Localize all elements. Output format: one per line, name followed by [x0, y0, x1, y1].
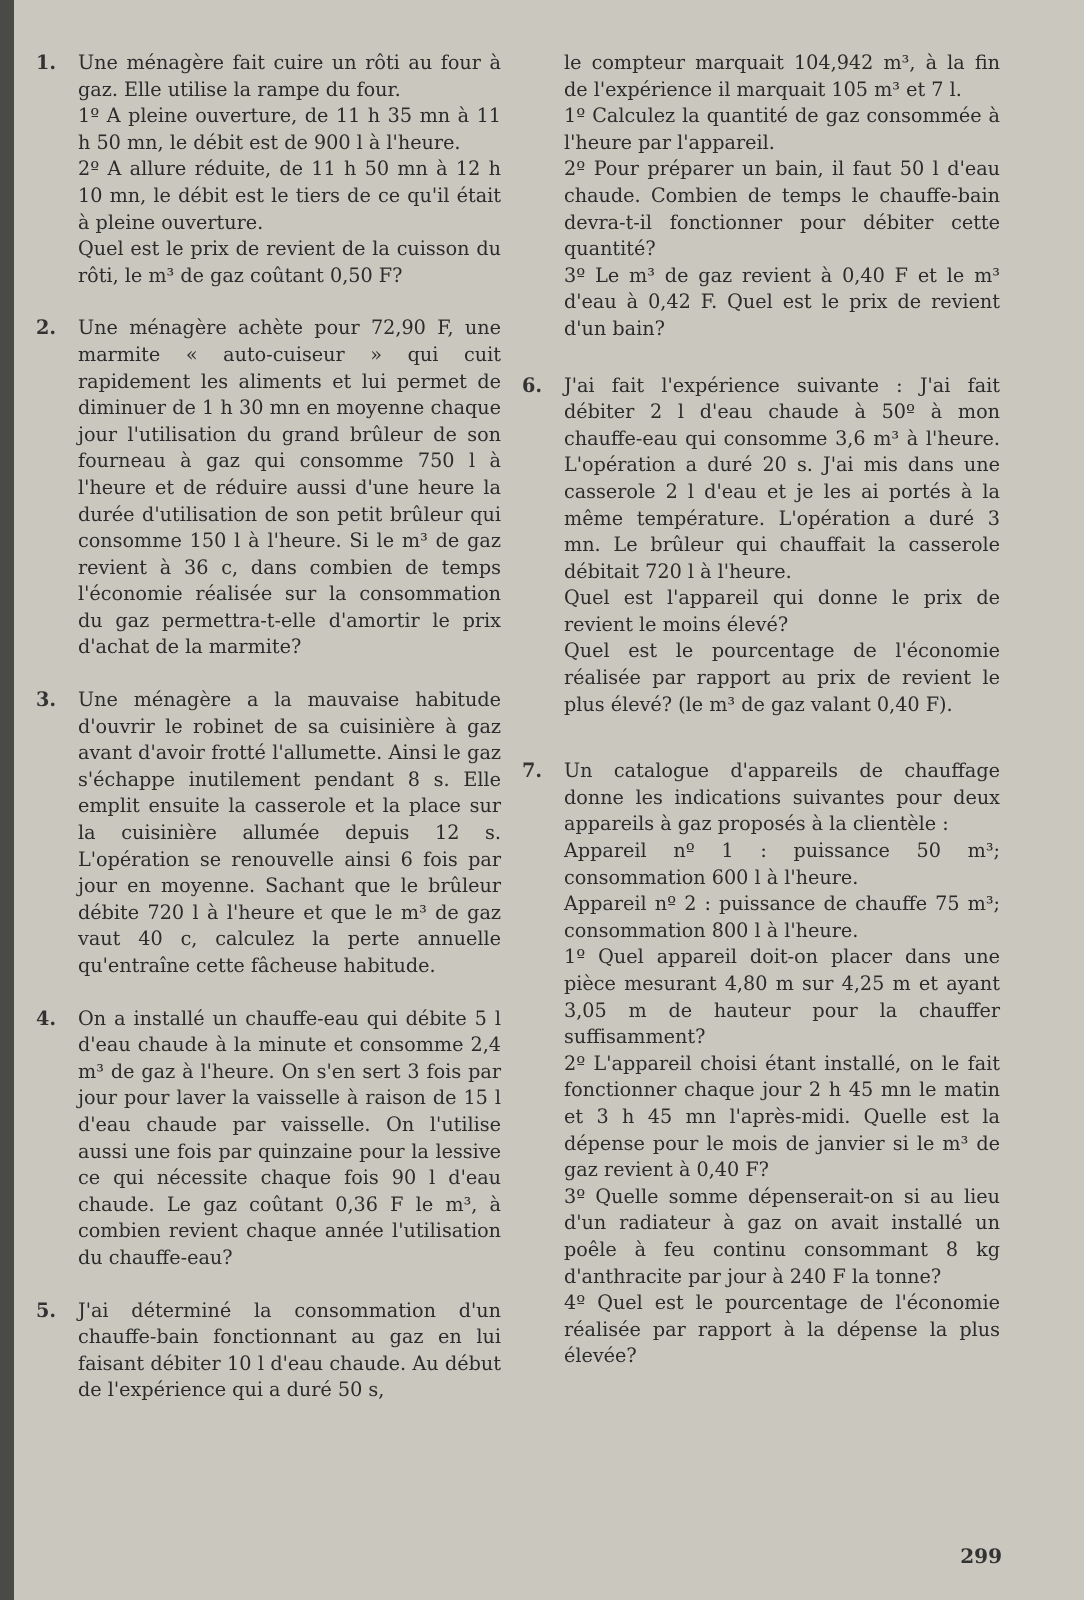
exercise-number: 2.	[36, 316, 57, 340]
exercise-text: J'ai fait l'expérience suivante : J'ai fait débiter 2 l d'eau chaude à 50º à mon chauffe-eau qui consomme 3,6 m³ à l'heure. L'opération a duré 20 s. J'ai mis dans une casserole 2 l d'eau et je les ai portés à la même température. L'opération a duré 3 mn. Le brûleur qui chauffait la casserole débitait 720 l à l'heure.	[564, 373, 1000, 583]
exercise-4	[36, 1006, 501, 1272]
book-page	[14, 0, 1084, 1600]
exercise-text: 1º Quel appareil doit-on placer dans une pièce mesurant 4,80 m sur 4,25 m et ayant 3,05 m de hauteur pour la chauffer suffisamment?	[564, 945, 1000, 1049]
exercise-text: Quel est le pourcentage de l'économie réalisée par rapport au prix de revient le plus élevé? (le m³ de gaz valant 0,40 F).	[564, 639, 1000, 716]
exercise-text: Quel est le prix de revient de la cuisson du rôti, le m³ de gaz coûtant 0,50 F?	[78, 237, 501, 287]
exercise-text: Une ménagère achète pour 72,90 F, une marmite « auto-cuiseur » qui cuit rapidement les aliments et lui permet de diminuer de 1 h 30 mn en moyenne chaque jour l'utilisation du grand brûleur de son fourneau à gaz qui consomme 750 l à l'heure et de réduire aussi d'une heure la durée d'utilisation de son petit brûleur qui consomme 150 l à l'heure. Si le m³ de gaz revient à 36 c, dans combien de temps l'économie réalisée sur la consommation du gaz permettra-t-elle d'amortir le prix d'achat de la marmite?	[78, 316, 501, 659]
exercise-text: 3º Le m³ de gaz revient à 0,40 F et le m³ d'eau à 0,42 F. Quel est le prix de revient d'un bain?	[564, 263, 1000, 340]
exercise-number: 3.	[36, 688, 57, 712]
exercise-text: Une ménagère fait cuire un rôti au four à gaz. Elle utilise la rampe du four.	[78, 51, 501, 101]
exercise-text: Une ménagère a la mauvaise habitude d'ouvrir le robinet de sa cuisinière à gaz avant d'avoir frotté l'allumette. Ainsi le gaz s'échappe inutilement pendant 8 s. Elle emplit ensuite la casserole et la place sur la cuisinière allumée depuis 12 s. L'opération se renouvelle ainsi 6 fois par jour en moyenne. Sachant que le brûleur débite 720 l à l'heure et que le m³ de gaz vaut 40 c, calculez la perte annuelle qu'entraîne cette fâcheuse habitude.	[78, 688, 501, 977]
right-column	[522, 50, 1000, 1396]
exercise-6	[522, 373, 1000, 719]
exercise-text: 4º Quel est le pourcentage de l'économie réalisée par rapport à la dépense la plus élevée?	[564, 1291, 1000, 1368]
exercise-text: Appareil nº 2 : puissance de chauffe 75 m³; consommation 800 l à l'heure.	[564, 892, 1000, 942]
exercise-number: 4.	[36, 1006, 57, 1030]
exercise-5-continued	[522, 50, 1000, 343]
exercise-text: le compteur marquait 104,942 m³, à la fin de l'expérience il marquait 105 m³ et 7 l.	[564, 51, 1000, 101]
exercise-text: 1º Calculez la quantité de gaz consommée à l'heure par l'appareil.	[564, 104, 1000, 154]
exercise-text: 1º A pleine ouverture, de 11 h 35 mn à 11 h 50 mn, le débit est de 900 l à l'heure.	[78, 104, 501, 154]
exercise-text: 2º Pour préparer un bain, il faut 50 l d'eau chaude. Combien de temps le chauffe-bain devra-t-il fonctionner pour débiter cette quantité?	[564, 157, 1000, 261]
exercise-5	[36, 1298, 501, 1404]
exercise-3	[36, 687, 501, 980]
exercise-text: J'ai déterminé la consommation d'un chauffe-bain fonctionnant au gaz en lui faisant débiter 10 l d'eau chaude. Au début de l'expérience qui a duré 50 s,	[78, 1298, 501, 1402]
exercise-2	[36, 315, 501, 661]
exercise-text: Un catalogue d'appareils de chauffage donne les indications suivantes pour deux appareils à gaz proposés à la clientèle :	[564, 759, 1000, 836]
page-number: 299	[960, 1544, 1002, 1568]
exercise-number: 1.	[36, 51, 57, 74]
exercise-text: 2º L'appareil choisi étant installé, on le fait fonctionner chaque jour 2 h 45 mn le matin et 3 h 45 mn l'après-midi. Quelle est la dépense pour le mois de janvier si le m³ de gaz revient à 0,40 F?	[564, 1051, 1000, 1182]
exercise-number: 7.	[522, 759, 543, 783]
exercise-number: 5.	[36, 1298, 57, 1322]
exercise-number: 6.	[522, 373, 543, 397]
exercise-text: Appareil nº 1 : puissance 50 m³; consommation 600 l à l'heure.	[564, 839, 1000, 889]
left-column	[36, 50, 501, 1430]
exercise-7	[522, 758, 1000, 1370]
exercise-text: 2º A allure réduite, de 11 h 50 mn à 12 h 10 mn, le débit est le tiers de ce qu'il était à pleine ouverture.	[78, 157, 501, 234]
exercise-1	[36, 50, 501, 289]
exercise-text: 3º Quelle somme dépenserait-on si au lieu d'un radiateur à gaz on avait installé un poêle à feu continu consommant 8 kg d'anthracite par jour à 240 F la tonne?	[564, 1184, 1000, 1288]
exercise-text: Quel est l'appareil qui donne le prix de revient le moins élevé?	[564, 586, 1000, 636]
exercise-text: On a installé un chauffe-eau qui débite 5 l d'eau chaude à la minute et consomme 2,4 m³ de gaz à l'heure. On s'en sert 3 fois par jour pour laver la vaisselle à raison de 15 l d'eau chaude par vaisselle. On l'utilise aussi une fois par quinzaine pour la lessive ce qui nécessite chaque fois 90 l d'eau chaude. Le gaz coûtant 0,36 F le m³, à combien revient chaque année l'utilisation du chauffe-eau?	[78, 1006, 501, 1269]
